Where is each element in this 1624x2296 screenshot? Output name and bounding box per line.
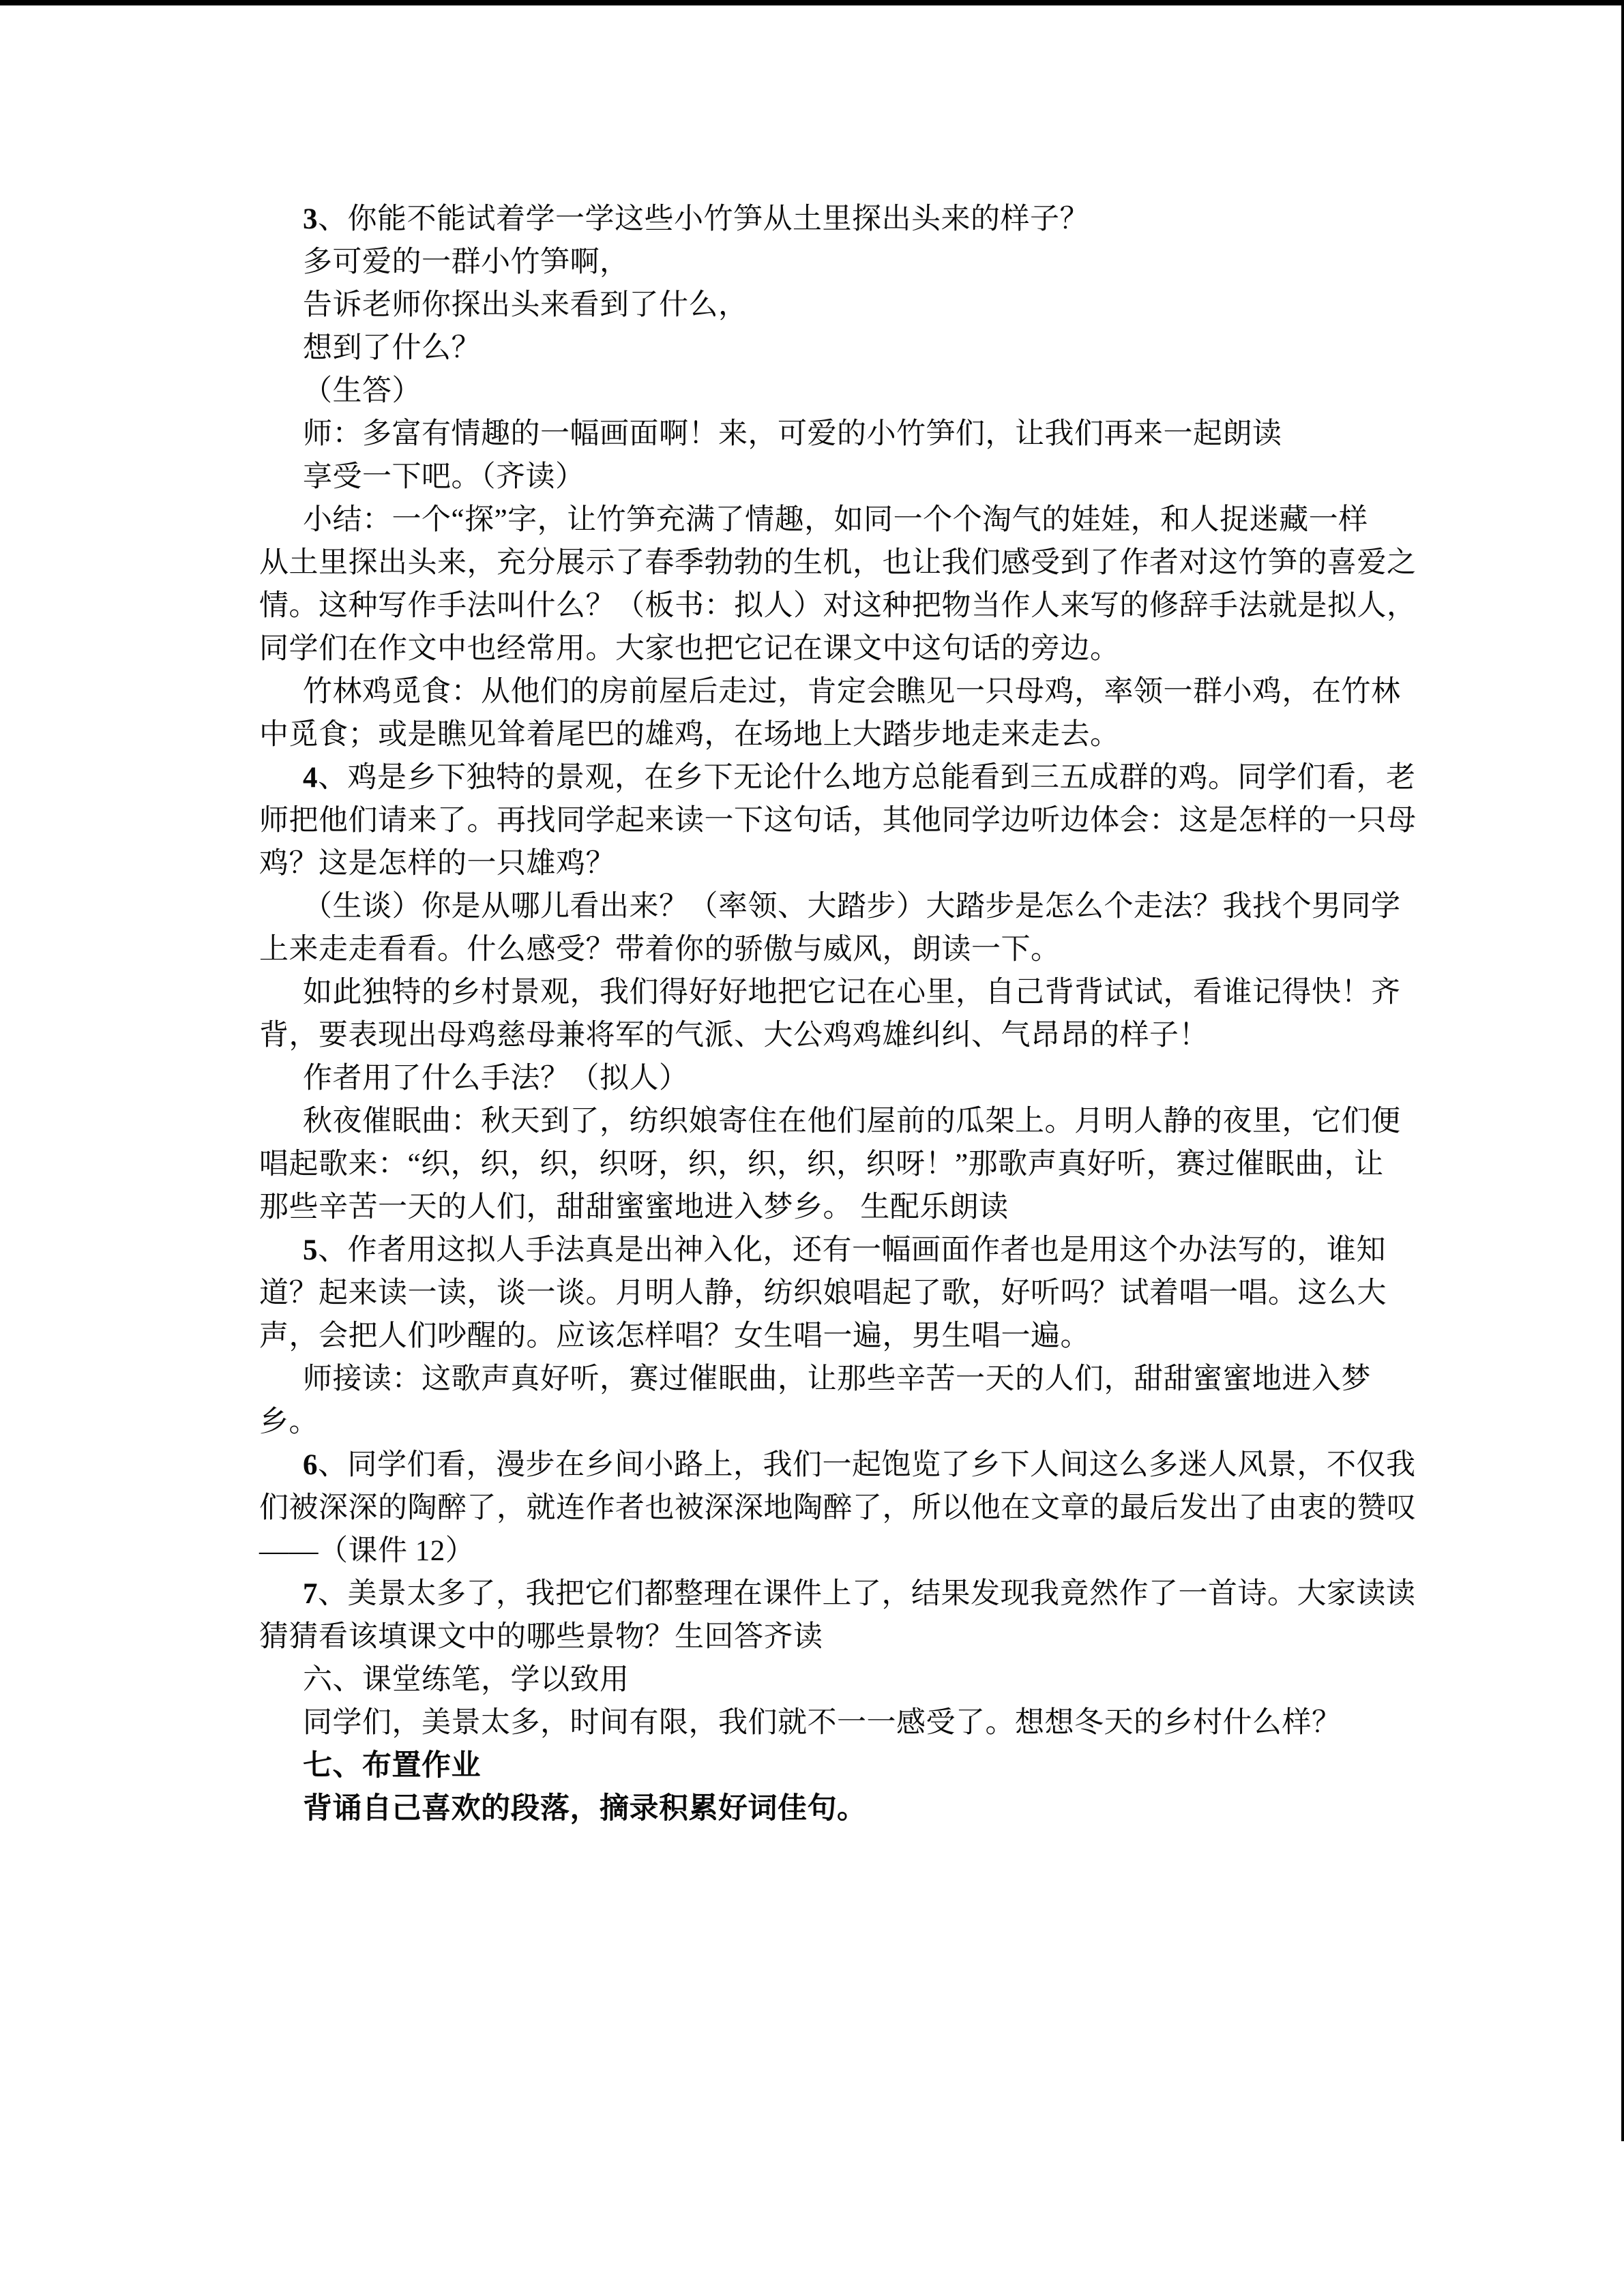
text-line — [259, 1315, 1378, 1358]
text-line — [259, 1530, 1378, 1572]
line-text: 、你能不能试着学一学这些小竹笋从土里探出头来的样子？ — [318, 203, 1089, 235]
text-line — [259, 1658, 1378, 1701]
line-text: 上来走走看看。什么感受？带着你的骄傲与威风，朗读一下。 — [259, 934, 1061, 966]
text-line — [259, 627, 1378, 670]
text-line — [259, 1272, 1387, 1315]
line-text: 竹林鸡觅食：从他们的房前屋后走过，肯定会瞧见一只母鸡，率领一群小鸡，在竹林 — [303, 676, 1401, 708]
line-text: 背诵自己喜欢的段落，摘录积累好词佳句。 — [303, 1793, 867, 1825]
text-line — [259, 541, 1417, 584]
line-text: 道？起来读一读，谈一谈。月明人静，纺织娘唱起了歌，好听吗？试着唱一唱。这么大 — [259, 1277, 1387, 1309]
line-text: 同学们，美景太多，时间有限，我们就不一一感受了。想想冬天的乡村什么样？ — [303, 1707, 1342, 1739]
text-line — [259, 1615, 1378, 1658]
text-line — [259, 1744, 1378, 1787]
text-line — [259, 413, 1378, 456]
line-text: 鸡？这是怎样的一只雄鸡？ — [259, 848, 615, 880]
text-line — [259, 1572, 1416, 1615]
line-text: （生谈）你是从哪儿看出来？（率领、大踏步）大踏步是怎么个走法？我找个男同学 — [303, 891, 1401, 923]
text-line — [259, 756, 1416, 799]
text-line — [259, 1358, 1378, 1401]
text-line — [259, 1100, 1401, 1143]
line-text: 秋夜催眠曲：秋天到了，纺织娘寄住在他们屋前的瓜架上。月明人静的夜里，它们便 — [303, 1105, 1401, 1137]
text-line — [259, 1014, 1378, 1057]
text-line — [259, 1487, 1417, 1530]
line-text: 们被深深的陶醉了，就连作者也被深深地陶醉了，所以他在文章的最后发出了由衷的赞叹 — [259, 1492, 1417, 1524]
line-text: 如此独特的乡村景观，我们得好好地把它记在心里，自己背背试试，看谁记得快！齐 — [303, 976, 1401, 1009]
line-text: 乡。 — [259, 1406, 319, 1438]
line-text: 六、课堂练笔，学以致用 — [303, 1664, 630, 1696]
text-line — [259, 456, 1378, 498]
line-text: 、美景太多了，我把它们都整理在课件上了，结果发现我竟然作了一首诗。大家读读 — [318, 1578, 1416, 1610]
text-line — [259, 885, 1401, 928]
line-text: 背，要表现出母鸡慈母兼将军的气派、大公鸡鸡雄纠纠、气昂昂的样子！ — [259, 1019, 1209, 1052]
page-right-border — [1621, 0, 1624, 2141]
line-text: 声，会把人们吵醒的。应该怎样唱？女生唱一遍，男生唱一遍。 — [259, 1320, 1090, 1352]
text-line — [259, 670, 1401, 713]
line-text: 、作者用这拟人手法真是出神入化，还有一幅画面作者也是用这个办法写的，谁知 — [318, 1234, 1386, 1266]
text-line — [259, 1444, 1416, 1487]
line-text: 师接读：这歌声真好听，赛过催眠曲，让那些辛苦一天的人们，甜甜蜜蜜地进入梦 — [303, 1363, 1371, 1395]
text-line — [259, 1186, 1378, 1229]
line-text: ——（课件 12） — [259, 1535, 475, 1567]
text-line — [259, 370, 1378, 413]
text-line — [259, 1787, 1378, 1830]
text-line — [259, 1701, 1378, 1744]
text-line — [259, 498, 1378, 541]
line-text: （生答） — [303, 375, 422, 407]
list-number: 4 — [303, 762, 318, 794]
list-number: 5 — [303, 1234, 318, 1266]
line-text: 师：多富有情趣的一幅画面啊！来，可爱的小竹笋们，让我们再来一起朗读 — [303, 418, 1282, 450]
line-text: 想到了什么？ — [303, 332, 481, 364]
line-text: 唱起歌来：“织，织，织，织呀，织，织，织，织呀！”那歌声真好听，赛过催眠曲，让 — [259, 1148, 1384, 1180]
document-body — [259, 198, 1417, 1830]
text-line — [259, 1143, 1384, 1186]
list-number: 7 — [303, 1578, 318, 1610]
line-text: 中觅食；或是瞧见耸着尾巴的雄鸡，在场地上大踏步地走来走去。 — [259, 719, 1120, 751]
line-text: 、同学们看，漫步在乡间小路上，我们一起饱览了乡下人间这么多迷人风景，不仅我 — [318, 1449, 1416, 1481]
line-text: 多可爱的一群小竹笋啊， — [303, 246, 630, 278]
text-line — [259, 584, 1417, 627]
text-line — [259, 284, 1378, 327]
line-text: 七、布置作业 — [303, 1750, 481, 1782]
text-line — [259, 971, 1401, 1014]
line-text: 享受一下吧。（齐读） — [303, 461, 585, 493]
text-line — [259, 842, 1378, 885]
line-text: 作者用了什么手法？（拟人） — [303, 1062, 689, 1094]
text-line — [259, 1057, 1378, 1100]
text-line — [259, 713, 1378, 756]
text-line — [259, 928, 1378, 971]
list-number: 3 — [303, 203, 318, 235]
page-top-border — [0, 0, 1624, 5]
list-number: 6 — [303, 1449, 318, 1481]
text-line — [259, 799, 1417, 842]
line-text: 那些辛苦一天的人们，甜甜蜜蜜地进入梦乡。 生配乐朗读 — [259, 1191, 1009, 1223]
text-line — [259, 1229, 1386, 1272]
line-text: 情。这种写作手法叫什么？（板书：拟人）对这种把物当作人来写的修辞手法就是拟人， — [259, 590, 1417, 622]
line-text: 师把他们请来了。再找同学起来读一下这句话，其他同学边听边体会：这是怎样的一只母 — [259, 805, 1417, 837]
line-text: 告诉老师你探出头来看到了什么， — [303, 289, 748, 321]
text-line — [259, 241, 1378, 284]
line-text: 、鸡是乡下独特的景观，在乡下无论什么地方总能看到三五成群的鸡。同学们看，老 — [318, 762, 1416, 794]
text-line — [259, 327, 1378, 370]
text-line — [259, 1401, 1378, 1444]
line-text: 从土里探出头来，充分展示了春季勃勃的生机，也让我们感受到了作者对这竹笋的喜爱之 — [259, 547, 1417, 579]
line-text: 猜猜看该填课文中的哪些景物？生回答齐读 — [259, 1621, 823, 1653]
text-line — [259, 198, 1378, 241]
line-text: 小结：一个“探”字，让竹笋充满了情趣，如同一个个淘气的娃娃，和人捉迷藏一样 — [303, 504, 1368, 536]
line-text: 同学们在作文中也经常用。大家也把它记在课文中这句话的旁边。 — [259, 633, 1120, 665]
